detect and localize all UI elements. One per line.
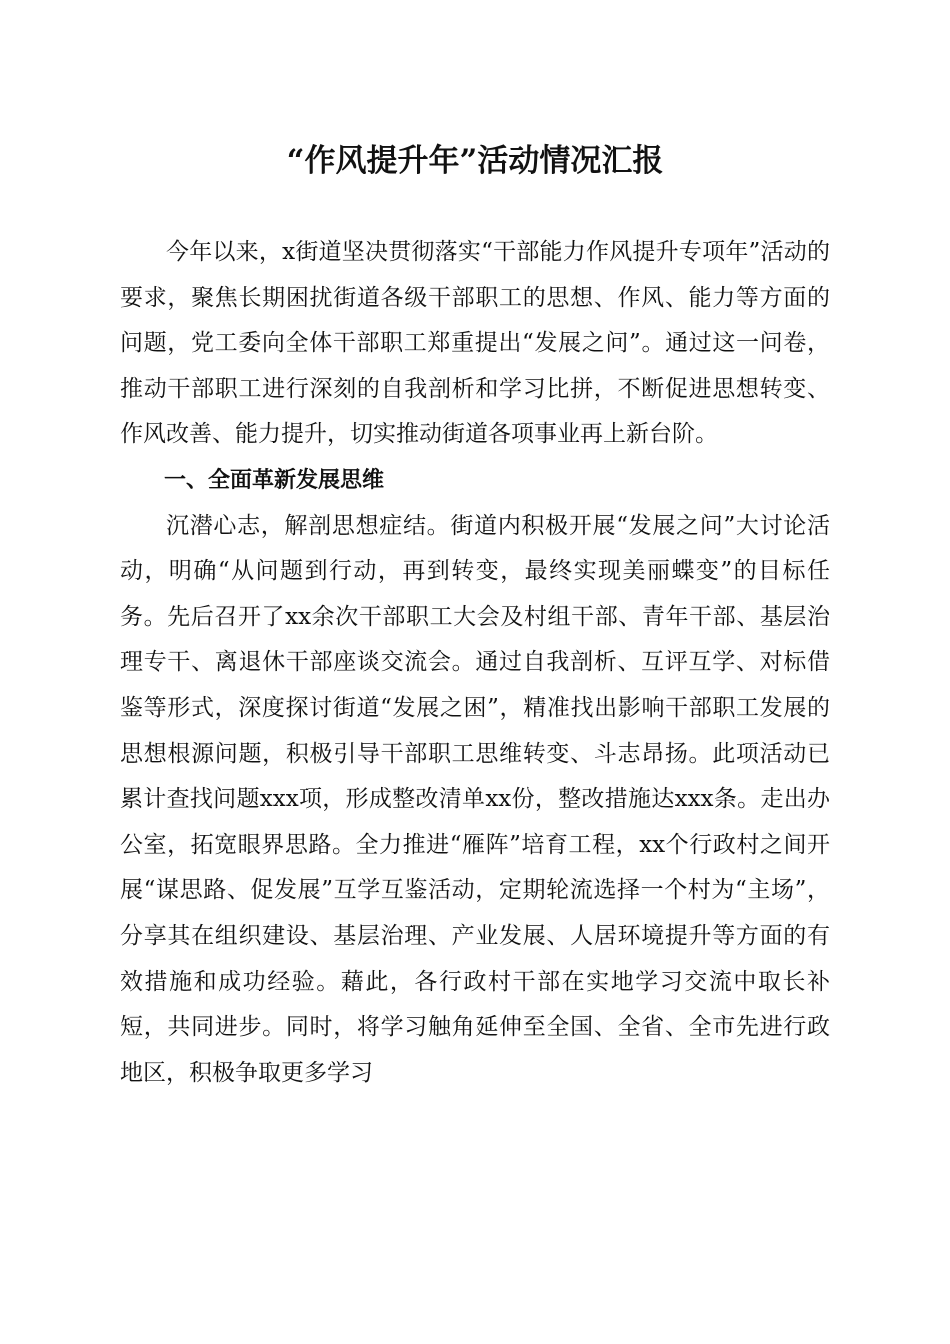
document-title: “作风提升年”活动情况汇报 xyxy=(286,143,664,179)
section-heading: 一、全面革新发展思维 xyxy=(164,467,385,493)
section-paragraph: 沉潜心志，解剖思想症结。街道内积极开展“发展之问”大讨论活动，明确“从问题到行动，再到转变，最终实现美丽蝶变”的目标任务。先后召开了xx余次干部职工大会及村组干部、青年干部、基层治理专干、离退休干部座谈交流会。通过自我剖析、互评互学、对标借鉴等形式，深度探讨街道“发展之困”，精准找出影响干部职工发展的思想根源问题，积极引导干部职工思维转变、斗志昂扬。此项活动已累计查找问题xxx项，形成整改清单xx份，整改措施达xxx条。走出办公室，拓宽眼界思路。全力推进“雁阵”培育工程，xx个行政村之间开展“谋思路、促发展”互学互鉴活动，定期轮流选择一个村为“主场”，分享其在组织建设、基层治理、产业发展、人居环境提升等方面的有效措施和成功经验。藉此，各行政村干部在实地学习交流中取长补短，共同进步。同时，将学习触角延伸至全国、全省、全市先进行政地区，积极争取更多学习 xyxy=(120,512,830,1086)
document-body xyxy=(120,230,830,1096)
intro-paragraph: 今年以来，x街道坚决贯彻落实“干部能力作风提升专项年”活动的要求，聚焦长期困扰街道各级干部职工的思想、作风、能力等方面的问题，党工委向全体干部职工郑重提出“发展之问”。通过这一问卷，推动干部职工进行深刻的自我剖析和学习比拼，不断促进思想转变、作风改善、能力提升，切实推动街道各项事业再上新台阶。 xyxy=(120,239,830,448)
